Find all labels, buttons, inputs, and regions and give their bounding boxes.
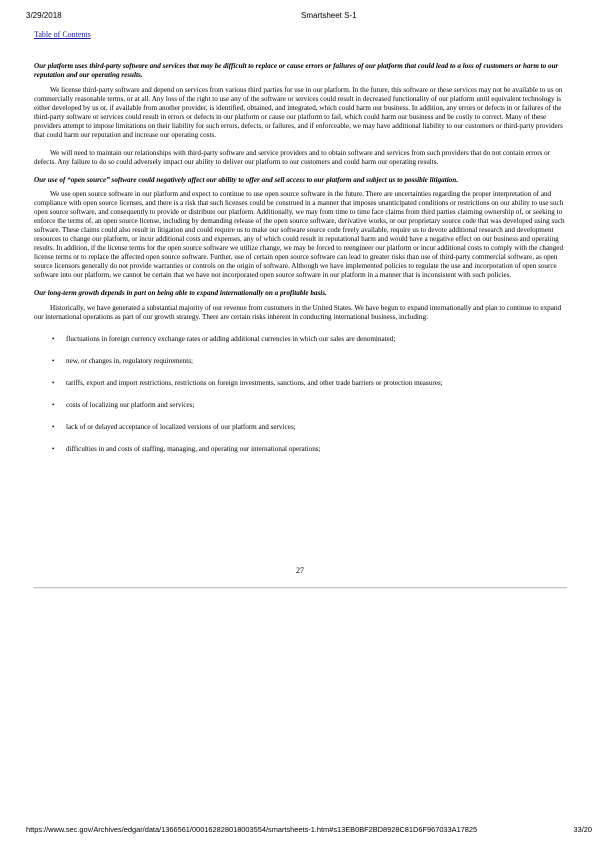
bullet-icon: • bbox=[52, 334, 55, 343]
list-item-text: difficulties in and costs of staffing, managing, and operating our international operations; bbox=[66, 444, 321, 453]
bullet-icon: • bbox=[52, 400, 55, 409]
list-item bbox=[34, 423, 567, 432]
section-heading-third-party: Our platform uses third-party software and services that may be difficult to replace or cause errors or failures of our platform that could lead to a loss of customers or harm to our reputation and our operating results. bbox=[34, 62, 559, 79]
bullet-icon: • bbox=[52, 378, 55, 387]
list-item bbox=[34, 445, 567, 454]
paragraph: We will need to maintain our relationships with third-party software and service providers and to obtain software and services from such providers that do not contain errors or defects. Any failure to do so could adversely impact our ability to deliver our platform to our customers and could harm our operating results. bbox=[34, 148, 551, 166]
document-title: Smartsheet S-1 bbox=[301, 11, 357, 20]
page-body bbox=[34, 62, 567, 454]
section-heading-international: Our long-term growth depends in part on being able to expand internationally on a profitable basis. bbox=[34, 289, 327, 298]
list-item bbox=[34, 379, 567, 388]
list-item-text: lack of or delayed acceptance of localized versions of our platform and services; bbox=[66, 422, 296, 431]
footer-page-count: 33/20 bbox=[573, 825, 592, 834]
list-item bbox=[34, 335, 567, 344]
list-item-text: tariffs, export and import restrictions, restrictions on foreign investments, sanctions, and other trade barriers or protection measures; bbox=[66, 378, 443, 387]
bullet-icon: • bbox=[52, 444, 55, 453]
paragraph: Historically, we have generated a substantial majority of our revenue from customers in the United States. We have begun to expand internationally and plan to continue to expand our international operations as part of our growth strategy. There are certain risks inherent in conducting international business, including: bbox=[34, 303, 562, 321]
list-item-text: new, or changes in, regulatory requirements; bbox=[66, 356, 194, 365]
bullet-icon: • bbox=[52, 422, 55, 431]
list-item bbox=[34, 357, 567, 366]
bullet-icon: • bbox=[52, 356, 55, 365]
footer-url: https://www.sec.gov/Archives/edgar/data/1366561/000162828018003554/smartsheets-1.htm#s13EB0BF2BD8928C81D6F967033A17825 bbox=[26, 825, 478, 834]
paragraph: We use open source software in our platform and expect to continue to use open source software in the future. There are uncertainties regarding the proper interpretation of and compliance with open source licenses, and there is a risk that such licenses could be construed in a manner that imposes unanticipated conditions or restrictions on our ability to use such open source software, and consequently to provide or distribute our platform. Additionally, we may from time to time face claims from third parties claiming ownership of, or seeking to enforce the terms of, an open source license, including by demanding release of the open source software, derivative works, or our proprietary source code that was developed using such software. These claims could also result in litigation and could require us to make our software source code freely available, require us to devote additional research and development resources to change our platform, or incur additional costs and expenses, any of which could result in reputational harm and would have a negative effect on our business and operating results. In addition, if the license terms for the open source software we utilize change, we may be forced to reengineer our platform or incur additional costs to comply with the changed license terms or to replace the affected open source software. Further, use of certain open source software can lead to greater risks than use of third-party commercial software, as open source licensors generally do not provide warranties or controls on the origin of software. Although we have implemented policies to regulate the use and incorporation of open source software into our platform, we cannot be certain that we have not incorporated open source software in our platform in a manner that is inconsistent with such policies. bbox=[34, 190, 565, 280]
page-number: 27 bbox=[296, 566, 304, 575]
print-date: 3/29/2018 bbox=[26, 11, 62, 20]
list-item-text: costs of localizing our platform and services; bbox=[66, 400, 195, 409]
paragraph: We license third-party software and depend on services from various third parties for use in our platform. In the future, this software or these services may not be available to us on commercially reasonable terms, or at all. Any loss of the right to use any of the software or services could result in decreased functionality of our platform until equivalent technology is either developed by us or, if available from another provider, is identified, obtained, and integrated, which could harm our business. In addition, any errors or defects in or failures of the third-party software or services could result in errors or defects in our platform or cause our platform to fail, which could harm our business and be costly to correct. Many of these providers attempt to impose limitations on their liability for such errors, defects, or failures, and if enforceable, we may have additional liability to our customers or third-party providers that could harm our reputation and increase our operating costs. bbox=[34, 85, 563, 139]
table-of-contents-link[interactable]: Table of Contents bbox=[34, 30, 91, 39]
page-divider bbox=[34, 587, 567, 589]
list-item bbox=[34, 401, 567, 410]
section-heading-open-source: Our use of “open source” software could negatively affect our ability to offer and sell access to our platform and subject us to possible litigation. bbox=[34, 175, 459, 184]
list-item-text: fluctuations in foreign currency exchange rates or adding additional currencies in which our sales are denominated; bbox=[66, 334, 396, 343]
